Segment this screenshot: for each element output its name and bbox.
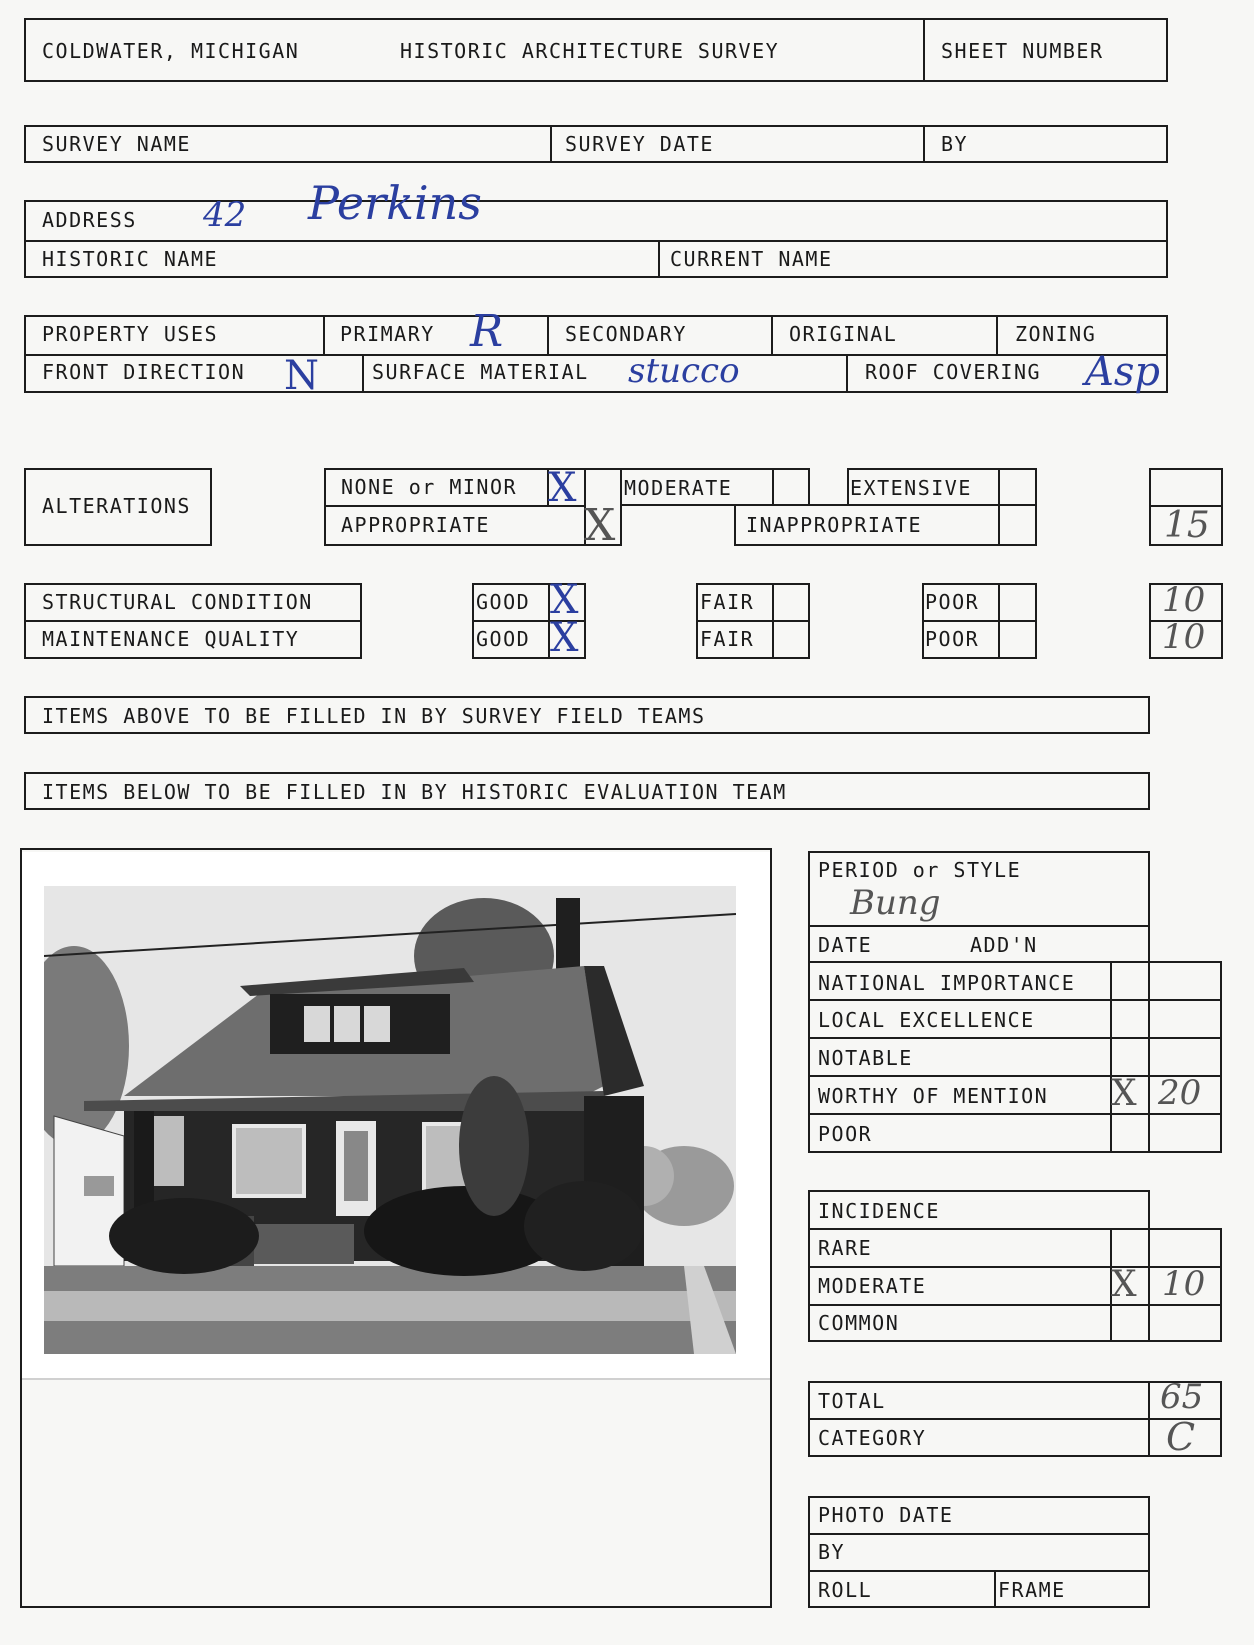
period-value: Bung xyxy=(850,883,941,923)
maintenance-good-mark: X xyxy=(550,615,579,661)
header-title: HISTORIC ARCHITECTURE SURVEY xyxy=(400,39,780,63)
header-divider xyxy=(923,18,925,82)
address-row-divider xyxy=(24,240,1168,242)
header-city: COLDWATER, MICHIGAN xyxy=(42,39,300,63)
appropriate-label: APPROPRIATE xyxy=(341,513,490,537)
field-teams-note: ITEMS ABOVE TO BE FILLED IN BY SURVEY FIELD TEAMS xyxy=(42,704,706,728)
structural-score: 10 xyxy=(1162,580,1206,620)
worthy-of-mention-label: WORTHY OF MENTION xyxy=(818,1084,1049,1108)
condition-label-divider xyxy=(24,620,362,622)
fair-label-structural: FAIR xyxy=(700,590,755,614)
importance-divider-2 xyxy=(808,1037,1222,1039)
photo-info-divider-1 xyxy=(808,1533,1150,1535)
worthy-mark: X xyxy=(1111,1073,1137,1114)
inappropriate-check-divider xyxy=(998,504,1000,546)
survey-date-label: SURVEY DATE xyxy=(565,132,714,156)
total-label: TOTAL xyxy=(818,1389,886,1413)
incidence-moderate-mark: X xyxy=(1111,1264,1137,1305)
good-label-maintenance: GOOD xyxy=(476,627,531,651)
incidence-label: INCIDENCE xyxy=(818,1199,940,1223)
national-importance-label: NATIONAL IMPORTANCE xyxy=(818,971,1076,995)
property-divider-2 xyxy=(547,315,549,354)
importance-divider-1 xyxy=(808,999,1222,1001)
secondary-label: SECONDARY xyxy=(565,322,687,346)
structural-condition-label: STRUCTURAL CONDITION xyxy=(42,590,313,614)
none-minor-label: NONE or MINOR xyxy=(341,475,518,499)
surface-material-label: SURFACE MATERIAL xyxy=(372,360,589,384)
frame-label: FRAME xyxy=(998,1578,1066,1602)
photo-by-label: BY xyxy=(818,1540,846,1564)
address-number: 42 xyxy=(203,195,247,235)
appropriate-mark: X xyxy=(584,500,616,551)
poor-label-structural: POOR xyxy=(925,590,980,614)
incidence-divider-1 xyxy=(808,1266,1222,1268)
importance-score-divider xyxy=(1148,961,1150,1153)
property-divider-3 xyxy=(771,315,773,354)
eval-date-label: DATE xyxy=(818,933,873,957)
poor-row-divider xyxy=(922,620,1037,622)
common-label: COMMON xyxy=(818,1311,900,1335)
photo-info-frame-divider xyxy=(994,1570,996,1608)
fair-row-divider xyxy=(696,620,810,622)
roll-label: ROLL xyxy=(818,1578,873,1602)
notable-label: NOTABLE xyxy=(818,1046,913,1070)
rare-label: RARE xyxy=(818,1236,873,1260)
survey-by-label: BY xyxy=(941,132,969,156)
eval-poor-label: POOR xyxy=(818,1122,873,1146)
importance-divider-4 xyxy=(808,1113,1222,1115)
property-divider-6 xyxy=(846,354,848,393)
sheet-number-label: SHEET NUMBER xyxy=(941,39,1104,63)
worthy-score: 20 xyxy=(1158,1073,1202,1113)
total-value: 65 xyxy=(1160,1377,1204,1417)
fair-check-divider xyxy=(772,583,774,659)
survey-divider-2 xyxy=(923,125,925,163)
property-divider-5 xyxy=(362,354,364,393)
incidence-divider-2 xyxy=(808,1304,1222,1306)
property-row-divider xyxy=(24,354,1168,356)
incidence-moderate-label: MODERATE xyxy=(818,1274,927,1298)
roof-covering-label: ROOF COVERING xyxy=(865,360,1042,384)
current-name-label: CURRENT NAME xyxy=(670,247,833,271)
maintenance-quality-label: MAINTENANCE QUALITY xyxy=(42,627,300,651)
category-value: C xyxy=(1166,1415,1196,1459)
moderate-label: MODERATE xyxy=(624,476,733,500)
category-label: CATEGORY xyxy=(818,1426,927,1450)
incidence-score-divider xyxy=(1148,1228,1150,1342)
property-divider-1 xyxy=(323,315,325,354)
address-label: ADDRESS xyxy=(42,208,137,232)
property-uses-label: PROPERTY USES xyxy=(42,322,219,346)
incidence-moderate-score: 10 xyxy=(1162,1264,1206,1304)
period-label: PERIOD or STYLE xyxy=(818,858,1022,882)
property-divider-4 xyxy=(996,315,998,354)
local-excellence-label: LOCAL EXCELLENCE xyxy=(818,1008,1035,1032)
structural-good-mark: X xyxy=(550,577,579,623)
inappropriate-label: INAPPROPRIATE xyxy=(746,513,923,537)
original-label: ORIGINAL xyxy=(789,322,898,346)
primary-value: R xyxy=(470,306,504,357)
address-name-divider xyxy=(658,240,660,278)
survey-name-label: SURVEY NAME xyxy=(42,132,191,156)
alterations-row-divider-left xyxy=(324,505,586,507)
none-minor-mark: X xyxy=(548,465,577,511)
poor-check-divider xyxy=(998,583,1000,659)
alterations-label: ALTERATIONS xyxy=(42,494,191,518)
photo-info-divider-2 xyxy=(808,1570,1150,1572)
moderate-check-divider xyxy=(772,468,774,506)
poor-label-maintenance: POOR xyxy=(925,627,980,651)
importance-mark-divider xyxy=(1110,961,1112,1153)
survey-divider-1 xyxy=(550,125,552,163)
good-label-structural: GOOD xyxy=(476,590,531,614)
addn-label: ADD'N xyxy=(970,933,1038,957)
extensive-check-divider xyxy=(998,468,1000,506)
evaluation-team-note: ITEMS BELOW TO BE FILLED IN BY HISTORIC EVALUATION TEAM xyxy=(42,780,787,804)
front-direction-value: N xyxy=(284,353,319,399)
surface-material-value: stucco xyxy=(628,351,740,391)
extensive-label: EXTENSIVE xyxy=(850,476,972,500)
maintenance-score: 10 xyxy=(1162,617,1206,657)
roof-covering-value: Asp xyxy=(1085,349,1161,395)
alterations-score: 15 xyxy=(1164,505,1210,546)
primary-label: PRIMARY xyxy=(340,322,435,346)
house-photo-icon xyxy=(44,886,736,1354)
fair-label-maintenance: FAIR xyxy=(700,627,755,651)
address-street: Perkins xyxy=(308,176,482,230)
totals-row-divider xyxy=(808,1418,1222,1420)
photo-date-label: PHOTO DATE xyxy=(818,1503,954,1527)
zoning-label: ZONING xyxy=(1015,322,1097,346)
front-direction-label: FRONT DIRECTION xyxy=(42,360,246,384)
historic-name-label: HISTORIC NAME xyxy=(42,247,219,271)
